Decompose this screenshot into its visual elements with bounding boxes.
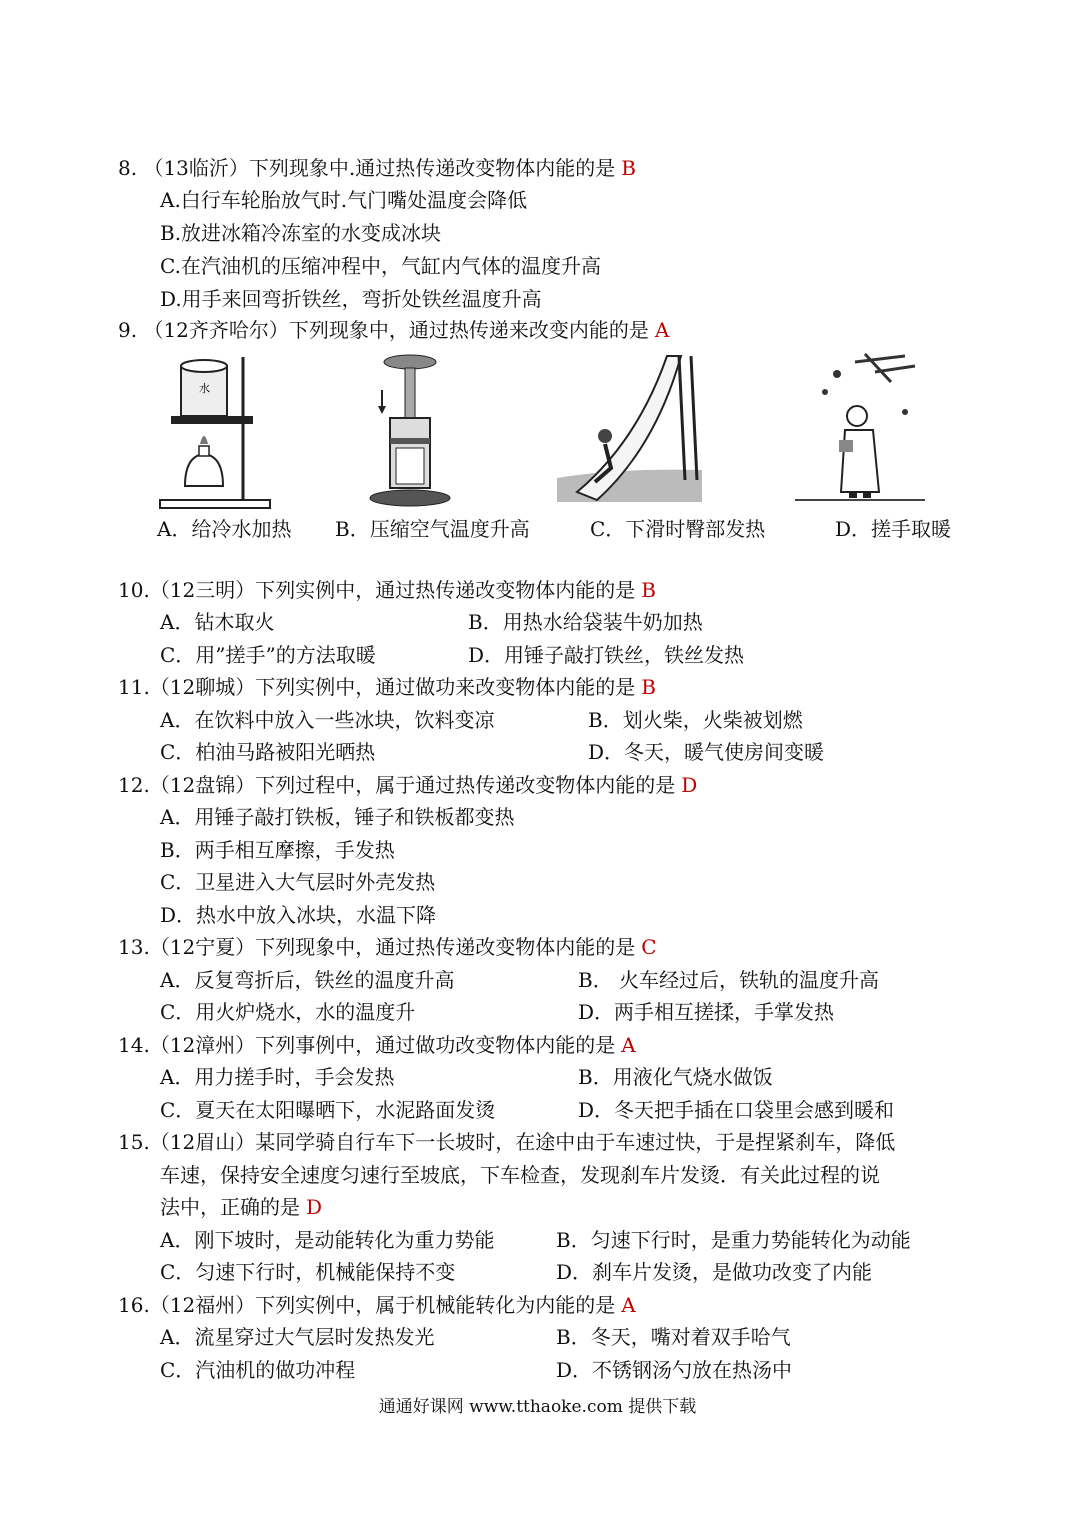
answer-16: A (621, 1293, 636, 1317)
q13-option-c: C．用火炉烧水，水的温度升 (160, 1000, 416, 1024)
q8-option-d: D.用手来回弯折铁丝，弯折处铁丝温度升高 (160, 287, 542, 311)
q16-option-a: A．流星穿过大气层时发热发光 (160, 1325, 435, 1349)
q10-option-c: C．用”搓手”的方法取暖 (160, 643, 376, 667)
q12-option-d: D．热水中放入冰块，水温下降 (160, 903, 437, 927)
q11-option-b: B．划火柴，火柴被划燃 (588, 708, 803, 732)
svg-text:水: 水 (199, 382, 210, 395)
q14-option-c: C．夏天在太阳曝晒下，水泥路面发烫 (160, 1098, 496, 1122)
answer-15: D (306, 1195, 323, 1219)
q11-option-c: C．柏油马路被阳光晒热 (160, 740, 376, 764)
q13-option-b: B． 火车经过后，铁轨的温度升高 (578, 968, 880, 992)
answer-12: D (681, 773, 698, 797)
question-15-stem-line-3: 法中，正确的是 D (160, 1195, 323, 1219)
q16-option-b: B．冬天，嘴对着双手哈气 (556, 1325, 791, 1349)
answer-8: B (621, 156, 636, 180)
question-15-stem-line-1: 15.（12眉山）某同学骑自行车下一长坡时，在途中由于车速过快，于是捏紧刹车，降低 (118, 1130, 896, 1154)
q10-option-a: A．钻木取火 (160, 610, 275, 634)
q9-caption-b: B．压缩空气温度升高 (335, 517, 530, 541)
page-footer: 通通好课网 www.tthaoke.com 提供下载 (378, 1397, 697, 1417)
answer-10: B (641, 578, 656, 602)
piston-compression-illustration (360, 352, 460, 512)
question-15-stem-line-2: 车速，保持安全速度匀速行至坡底，下车检查，发现刹车片发烫．有关此过程的说 (160, 1163, 880, 1187)
q8-option-c: C.在汽油机的压缩冲程中，气缸内气体的温度升高 (160, 254, 601, 278)
q8-option-a: A.白行车轮胎放气时.气门嘴处温度会降低 (160, 188, 528, 212)
q9-caption-a: A．给冷水加热 (157, 517, 292, 541)
q11-option-d: D．冬天，暖气使房间变暖 (588, 740, 825, 764)
q13-option-a: A．反复弯折后，铁丝的温度升高 (160, 968, 455, 992)
question-10-stem: 10.（12三明）下列实例中，通过热传递改变物体内能的是 B (118, 578, 656, 602)
q16-option-c: C．汽油机的做功冲程 (160, 1358, 356, 1382)
q10-option-b: B．用热水给袋装牛奶加热 (468, 610, 703, 634)
q14-option-a: A．用力搓手时，手会发热 (160, 1065, 395, 1089)
answer-9: A (654, 318, 670, 342)
q13-option-d: D．两手相互搓揉，手掌发热 (578, 1000, 835, 1024)
beaker-heating-illustration (155, 352, 275, 512)
q12-option-b: B．两手相互摩擦，手发热 (160, 838, 395, 862)
question-16-stem: 16.（12福州）下列实例中，属于机械能转化为内能的是 A (118, 1293, 636, 1317)
q11-option-a: A．在饮料中放入一些冰块，饮料变凉 (160, 708, 495, 732)
q14-option-d: D．冬天把手插在口袋里会感到暖和 (578, 1098, 895, 1122)
question-13-stem: 13.（12宁夏）下列现象中，通过热传递改变物体内能的是 C (118, 935, 657, 959)
q15-option-c: C．匀速下行时，机械能保持不变 (160, 1260, 456, 1284)
q12-option-a: A．用锤子敲打铁板，锤子和铁板都变热 (160, 805, 515, 829)
hand-rubbing-illustration (795, 352, 925, 512)
q9-caption-d: D．搓手取暖 (835, 517, 952, 541)
q15-option-d: D．刹车片发烫，是做功改变了内能 (556, 1260, 873, 1284)
question-8-stem: 8. （13临沂）下列现象中.通过热传递改变物体内能的是 B (118, 156, 636, 180)
question-12-stem: 12.（12盘锦）下列过程中，属于通过热传递改变物体内能的是 D (118, 773, 698, 797)
slide-child-illustration (557, 352, 702, 512)
q15-option-b: B．匀速下行时，是重力势能转化为动能 (556, 1228, 911, 1252)
q14-option-b: B．用液化气烧水做饭 (578, 1065, 773, 1089)
answer-13: C (641, 935, 657, 959)
answer-14: A (621, 1033, 636, 1057)
q15-option-a: A．刚下坡时，是动能转化为重力势能 (160, 1228, 495, 1252)
question-9-stem: 9. （12齐齐哈尔）下列现象中，通过热传递来改变内能的是 A (118, 318, 670, 342)
question-14-stem: 14.（12漳州）下列事例中，通过做功改变物体内能的是 A (118, 1033, 636, 1057)
q10-option-d: D．用锤子敲打铁丝，铁丝发热 (468, 643, 745, 667)
answer-11: B (641, 675, 656, 699)
q8-option-b: B.放进冰箱冷冻室的水变成冰块 (160, 221, 442, 245)
q12-option-c: C．卫星进入大气层时外壳发热 (160, 870, 436, 894)
q9-caption-c: C．下滑时臀部发热 (590, 517, 766, 541)
q16-option-d: D．不锈钢汤勺放在热汤中 (556, 1358, 793, 1382)
question-11-stem: 11.（12聊城）下列实例中，通过做功来改变物体内能的是 B (118, 675, 656, 699)
